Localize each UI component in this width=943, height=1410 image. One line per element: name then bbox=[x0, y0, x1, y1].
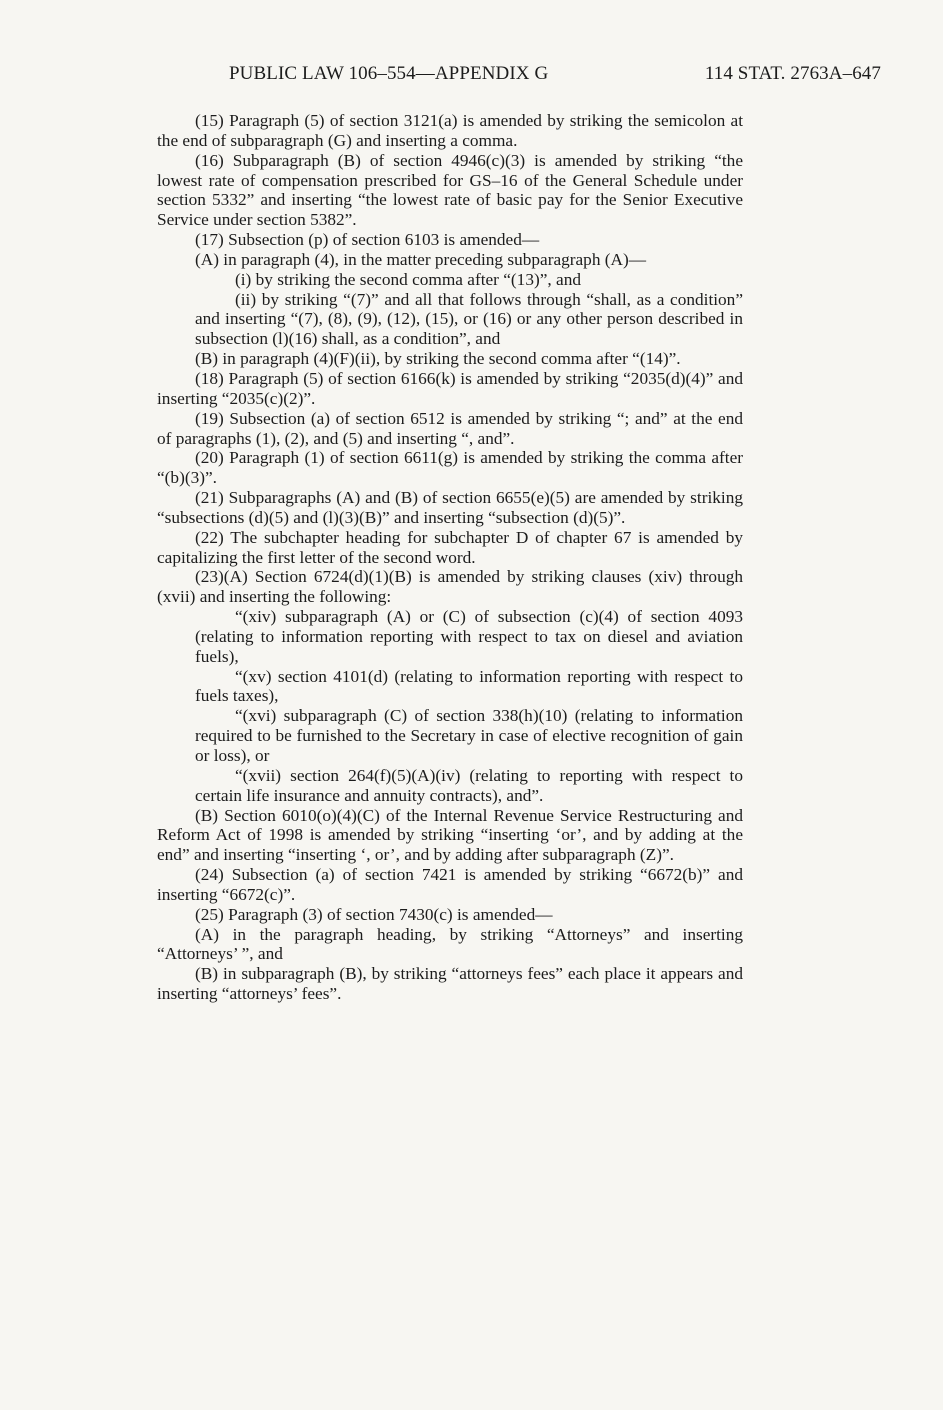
paragraph-17-a: (A) in paragraph (4), in the matter preceding subparagraph (A)— bbox=[195, 249, 647, 269]
paragraph-17-a-ii: (ii) by striking “(7)” and all that follows through “shall, as a condition” and inserting “(7), (8), (9), (12), (15), or (16) or any other person described in subsection (l)(16) shall, as a condition”, and bbox=[195, 289, 743, 349]
header-stat-citation: 114 STAT. 2763A–647 bbox=[704, 63, 881, 84]
document-body bbox=[157, 111, 743, 1004]
clause-xiv: “(xiv) subparagraph (A) or (C) of subsection (c)(4) of section 4093 (relating to information reporting with respect to tax on diesel and aviation fuels), bbox=[195, 607, 743, 666]
paragraph-23-a: (23)(A) Section 6724(d)(1)(B) is amended by striking clauses (xiv) through (xvii) and inserting the following: bbox=[157, 567, 743, 607]
paragraph-17-b: (B) in paragraph (4)(F)(ii), by striking the second comma after “(14)”. bbox=[195, 349, 681, 369]
paragraph-20: (20) Paragraph (1) of section 6611(g) is amended by striking the comma after “(b)(3)”. bbox=[157, 448, 743, 488]
paragraph-15: (15) Paragraph (5) of section 3121(a) is amended by striking the semicolon at the end of subparagraph (G) and inserting a comma. bbox=[157, 111, 743, 150]
paragraph-19: (19) Subsection (a) of section 6512 is amended by striking “; and” at the end of paragraphs (1), (2), and (5) and inserting “, and”. bbox=[157, 408, 743, 448]
paragraph-25-a: (A) in the paragraph heading, by striking “Attorneys” and inserting “Attorneys’ ”, and bbox=[157, 924, 743, 964]
paragraph-24: (24) Subsection (a) of section 7421 is amended by striking “6672(b)” and inserting “6672(c)”. bbox=[157, 865, 743, 904]
clause-xv: “(xv) section 4101(d) (relating to information reporting with respect to fuels taxes), bbox=[195, 666, 743, 706]
paragraph-25-b: (B) in subparagraph (B), by striking “attorneys fees” each place it appears and inserting “attorneys’ fees”. bbox=[157, 964, 743, 1004]
paragraph-16: (16) Subparagraph (B) of section 4946(c)(3) is amended by striking “the lowest rate of compensation prescribed for GS–16 of the General Schedule under section 5332” and inserting “the lowest rate of basic pay for the Senior Executive Service under section 5382”. bbox=[157, 150, 743, 230]
clause-xvi: “(xvi) subparagraph (C) of section 338(h)(10) (relating to information required to be furnished to the Secretary in case of elective recognition of gain or loss), or bbox=[195, 706, 743, 765]
paragraph-22: (22) The subchapter heading for subchapter D of chapter 67 is amended by capitalizing the first letter of the second word. bbox=[157, 527, 743, 567]
paragraph-23-b: (B) Section 6010(o)(4)(C) of the Internal Revenue Service Restructuring and Reform Act of 1998 is amended by striking “inserting ‘or’, and by adding at the end” and inserting “inserting ‘, or’, and by adding after subparagraph (Z)”. bbox=[157, 805, 743, 865]
paragraph-17: (17) Subsection (p) of section 6103 is amended— bbox=[195, 230, 540, 250]
paragraph-18: (18) Paragraph (5) of section 6166(k) is amended by striking “2035(d)(4)” and inserting “2035(c)(2)”. bbox=[157, 368, 743, 408]
header-law-title: PUBLIC LAW 106–554—APPENDIX G bbox=[229, 63, 549, 84]
page-header bbox=[229, 62, 881, 86]
paragraph-21: (21) Subparagraphs (A) and (B) of section 6655(e)(5) are amended by striking “subsections (d)(5) and (l)(3)(B)” and inserting “subsection (d)(5)”. bbox=[157, 488, 743, 527]
clause-xvii: “(xvii) section 264(f)(5)(A)(iv) (relating to reporting with respect to certain life insurance and annuity contracts), and”. bbox=[195, 765, 743, 805]
paragraph-25: (25) Paragraph (3) of section 7430(c) is amended— bbox=[195, 904, 553, 924]
paragraph-17-a-i: (i) by striking the second comma after “(13)”, and bbox=[235, 269, 581, 289]
